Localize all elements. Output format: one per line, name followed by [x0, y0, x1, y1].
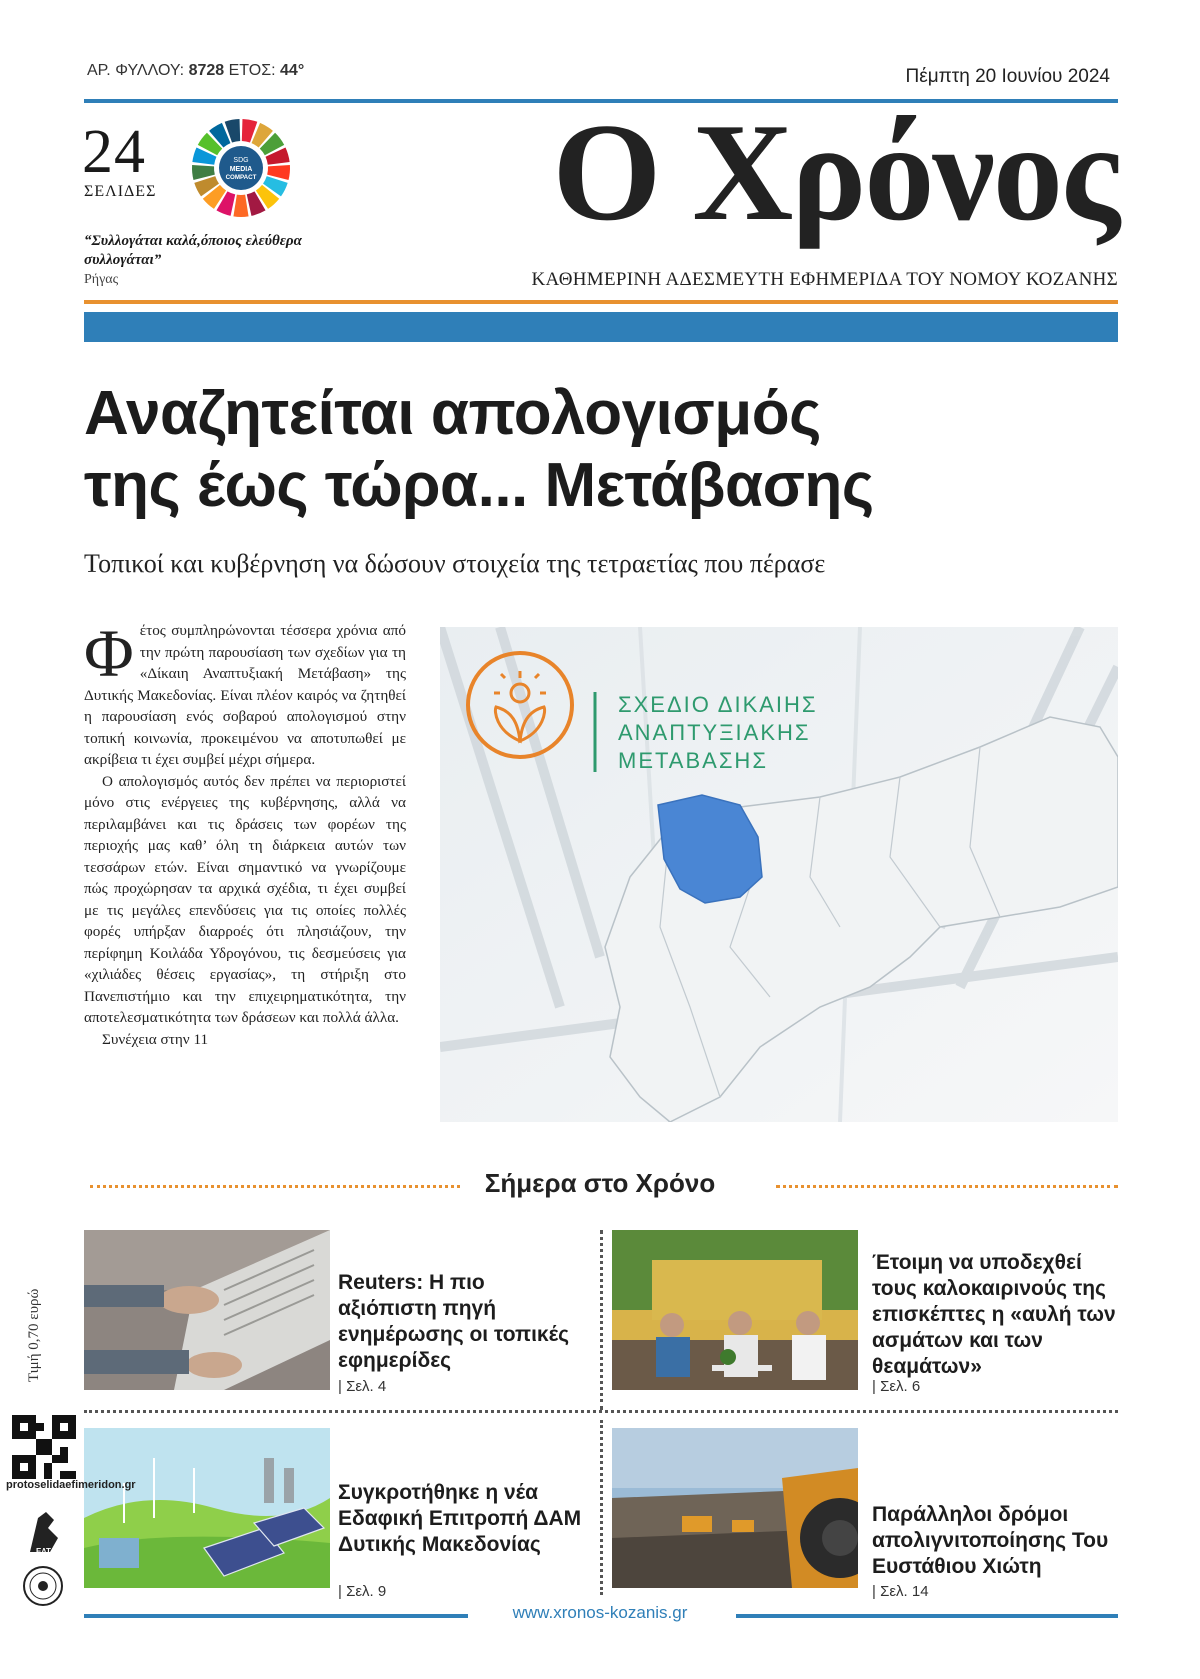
- story-thumb-mine[interactable]: [612, 1428, 858, 1588]
- article-paragraph-2: Ο απολογισμός αυτός δεν πρέπει να περιοριστεί μόνο στις ενέργειες της κυβέρνησης, αλλά να περιλαμβάνει και τις δράσεις των φορέων της περιοχής μας καθ’ όλη τη διάρκεια αυτών των τεσσάρων ετών. Είναι σημαντικό να γνωρίζουμε πώς προχώρησαν τα αρχικά σχέδια, τι έχει συμβεί με τις μεγάλες επενδύσεις για τις οποίες πολλές φορές υπήρξαν διαρροές ότι πλησιάζουν, την περίφημη Κοιλάδα Υδρογόνου, τις δεσμεύσεις για «χιλιάδες θέσεις εργασίας», τη στήριξη στο Πανεπιστήμιο και την επιχειρηματικότητα, την αποτελεσματικότητα των δράσεων και πολλά άλλα.: [84, 772, 406, 1026]
- headline-line-2: της έως τώρα... Μετάβασης: [84, 451, 874, 520]
- elta-logo-icon: [24, 1508, 68, 1556]
- stories-vertical-divider-bottom: [600, 1420, 603, 1595]
- price-label: [26, 1252, 52, 1382]
- issue-date: Πέμπτη 20 Ιουνίου 2024: [905, 66, 1110, 87]
- masthead-quote: “Συλλογάται καλά,όποιος ελεύθερα συλλογάται”: [84, 233, 302, 268]
- qr-code-icon[interactable]: [12, 1415, 76, 1479]
- story-title-2[interactable]: Έτοιμη να υποδεχθεί τους καλοκαιρινούς της επισκέπτες η «αυλή των ασμάτων και των θεαμάτων»: [872, 1251, 1116, 1378]
- story-page-3: | Σελ. 9: [338, 1583, 387, 1600]
- lead-image: [440, 627, 1118, 1122]
- newspaper-tagline: ΚΑΘΗΜΕΡΙΝΗ ΑΔΕΣΜΕΥΤΗ ΕΦΗΜΕΡΙΔΑ ΤΟΥ ΝΟΜΟΥ ΚΟΖΑΝΗΣ: [531, 269, 1118, 290]
- sdg-text-3: COMPACT: [225, 174, 257, 181]
- sdg-text-1: SDG: [233, 157, 249, 164]
- orange-rule: [84, 300, 1118, 304]
- year-label: ΕΤΟΣ:: [228, 62, 276, 79]
- pages-count: 24: [82, 118, 146, 186]
- image-text-3: ΜΕΤΑΒΑΣΗΣ: [618, 748, 768, 773]
- pages-label: ΣΕΛΙΔΕΣ: [84, 183, 157, 200]
- story-page-4: | Σελ. 14: [872, 1583, 929, 1600]
- lead-subheadline: Τοπικοί και κυβέρνηση να δώσουν στοιχεία της τετραετίας που πέρασε: [84, 549, 826, 578]
- continued-link[interactable]: Συνέχεια στην 11: [102, 1030, 209, 1048]
- stories-divider: [84, 1410, 1118, 1413]
- story-thumb-energy[interactable]: [84, 1428, 330, 1588]
- lead-article: [84, 615, 406, 1050]
- story-thumb-courtyard[interactable]: [612, 1230, 858, 1390]
- qr-site-label: protoselidaefimeridon.gr: [6, 1479, 136, 1491]
- price-text: Τιμή 0,70 ευρώ: [26, 1288, 42, 1382]
- story-title-1[interactable]: Reuters: Η πιο αξιόπιστη πηγή ενημέρωσης οι τοπικές εφημερίδες: [338, 1271, 570, 1372]
- story-title-3[interactable]: Συγκροτήθηκε η νέα Εδαφική Επιτροπή ΔΑΜ Δυτικής Μακεδονίας: [338, 1481, 582, 1556]
- today-section-title: Σήμερα στο Χρόνο: [484, 1168, 716, 1198]
- image-text-2: ΑΝΑΠΤΥΞΙΑΚΗΣ: [618, 720, 811, 745]
- postal-stamp-icon: [22, 1565, 64, 1607]
- headline-line-1: Αναζητείται απολογισμός: [84, 379, 821, 448]
- story-page-1: | Σελ. 4: [338, 1378, 387, 1395]
- issue-number: 8728: [188, 62, 225, 79]
- image-text-1: ΣΧΕΔΙΟ ΔΙΚΑΙΗΣ: [618, 692, 818, 717]
- article-paragraph-1: έτος συμπληρώνονται τέσσερα χρόνια από την πρώτη παρουσίαση των σχεδίων για τη «Δίκαιη Αναπτυξιακή Μετάβαση» της Δυτικής Μακεδονίας. Είναι πλέον καιρός να ζητηθεί η παρουσίαση ενός σοβαρού απολογισμού στην τοπική κοινωνία, προκειμένου να αποτυπωθεί με ακρίβεια τι έχει συμβεί μέχρι σήμερα.: [84, 622, 406, 768]
- year-number: 44°: [280, 62, 305, 79]
- sdg-media-compact-logo: [190, 117, 292, 219]
- stories-vertical-divider-top: [600, 1230, 603, 1410]
- website-link[interactable]: www.xronos-kozanis.gr: [512, 1603, 688, 1622]
- story-thumb-newspaper[interactable]: [84, 1230, 330, 1390]
- footer-rule-right: [736, 1614, 1118, 1618]
- story-page-2: | Σελ. 6: [872, 1378, 921, 1395]
- issue-info: [87, 62, 304, 80]
- sdg-wheel-segment: [233, 195, 248, 217]
- sdg-wheel-icon: [190, 117, 292, 219]
- dropcap: Φ: [84, 615, 134, 691]
- blue-band: [84, 312, 1118, 342]
- issue-label: ΑΡ. ΦΥΛΛΟΥ:: [87, 62, 185, 79]
- elta-label: ΕΛΤΑ: [35, 1547, 57, 1556]
- quote-author: Ρήγας: [84, 272, 119, 287]
- story-title-4[interactable]: Παράλληλοι δρόμοι απολιγνιτοποίησης Του Ευστάθιου Χιώτη: [872, 1503, 1109, 1578]
- section-dots-right: [776, 1185, 1118, 1188]
- newspaper-logo: Ο Χρόνος: [552, 95, 1118, 250]
- sdg-text-2: MEDIA: [229, 166, 253, 173]
- lead-headline: [84, 378, 1134, 522]
